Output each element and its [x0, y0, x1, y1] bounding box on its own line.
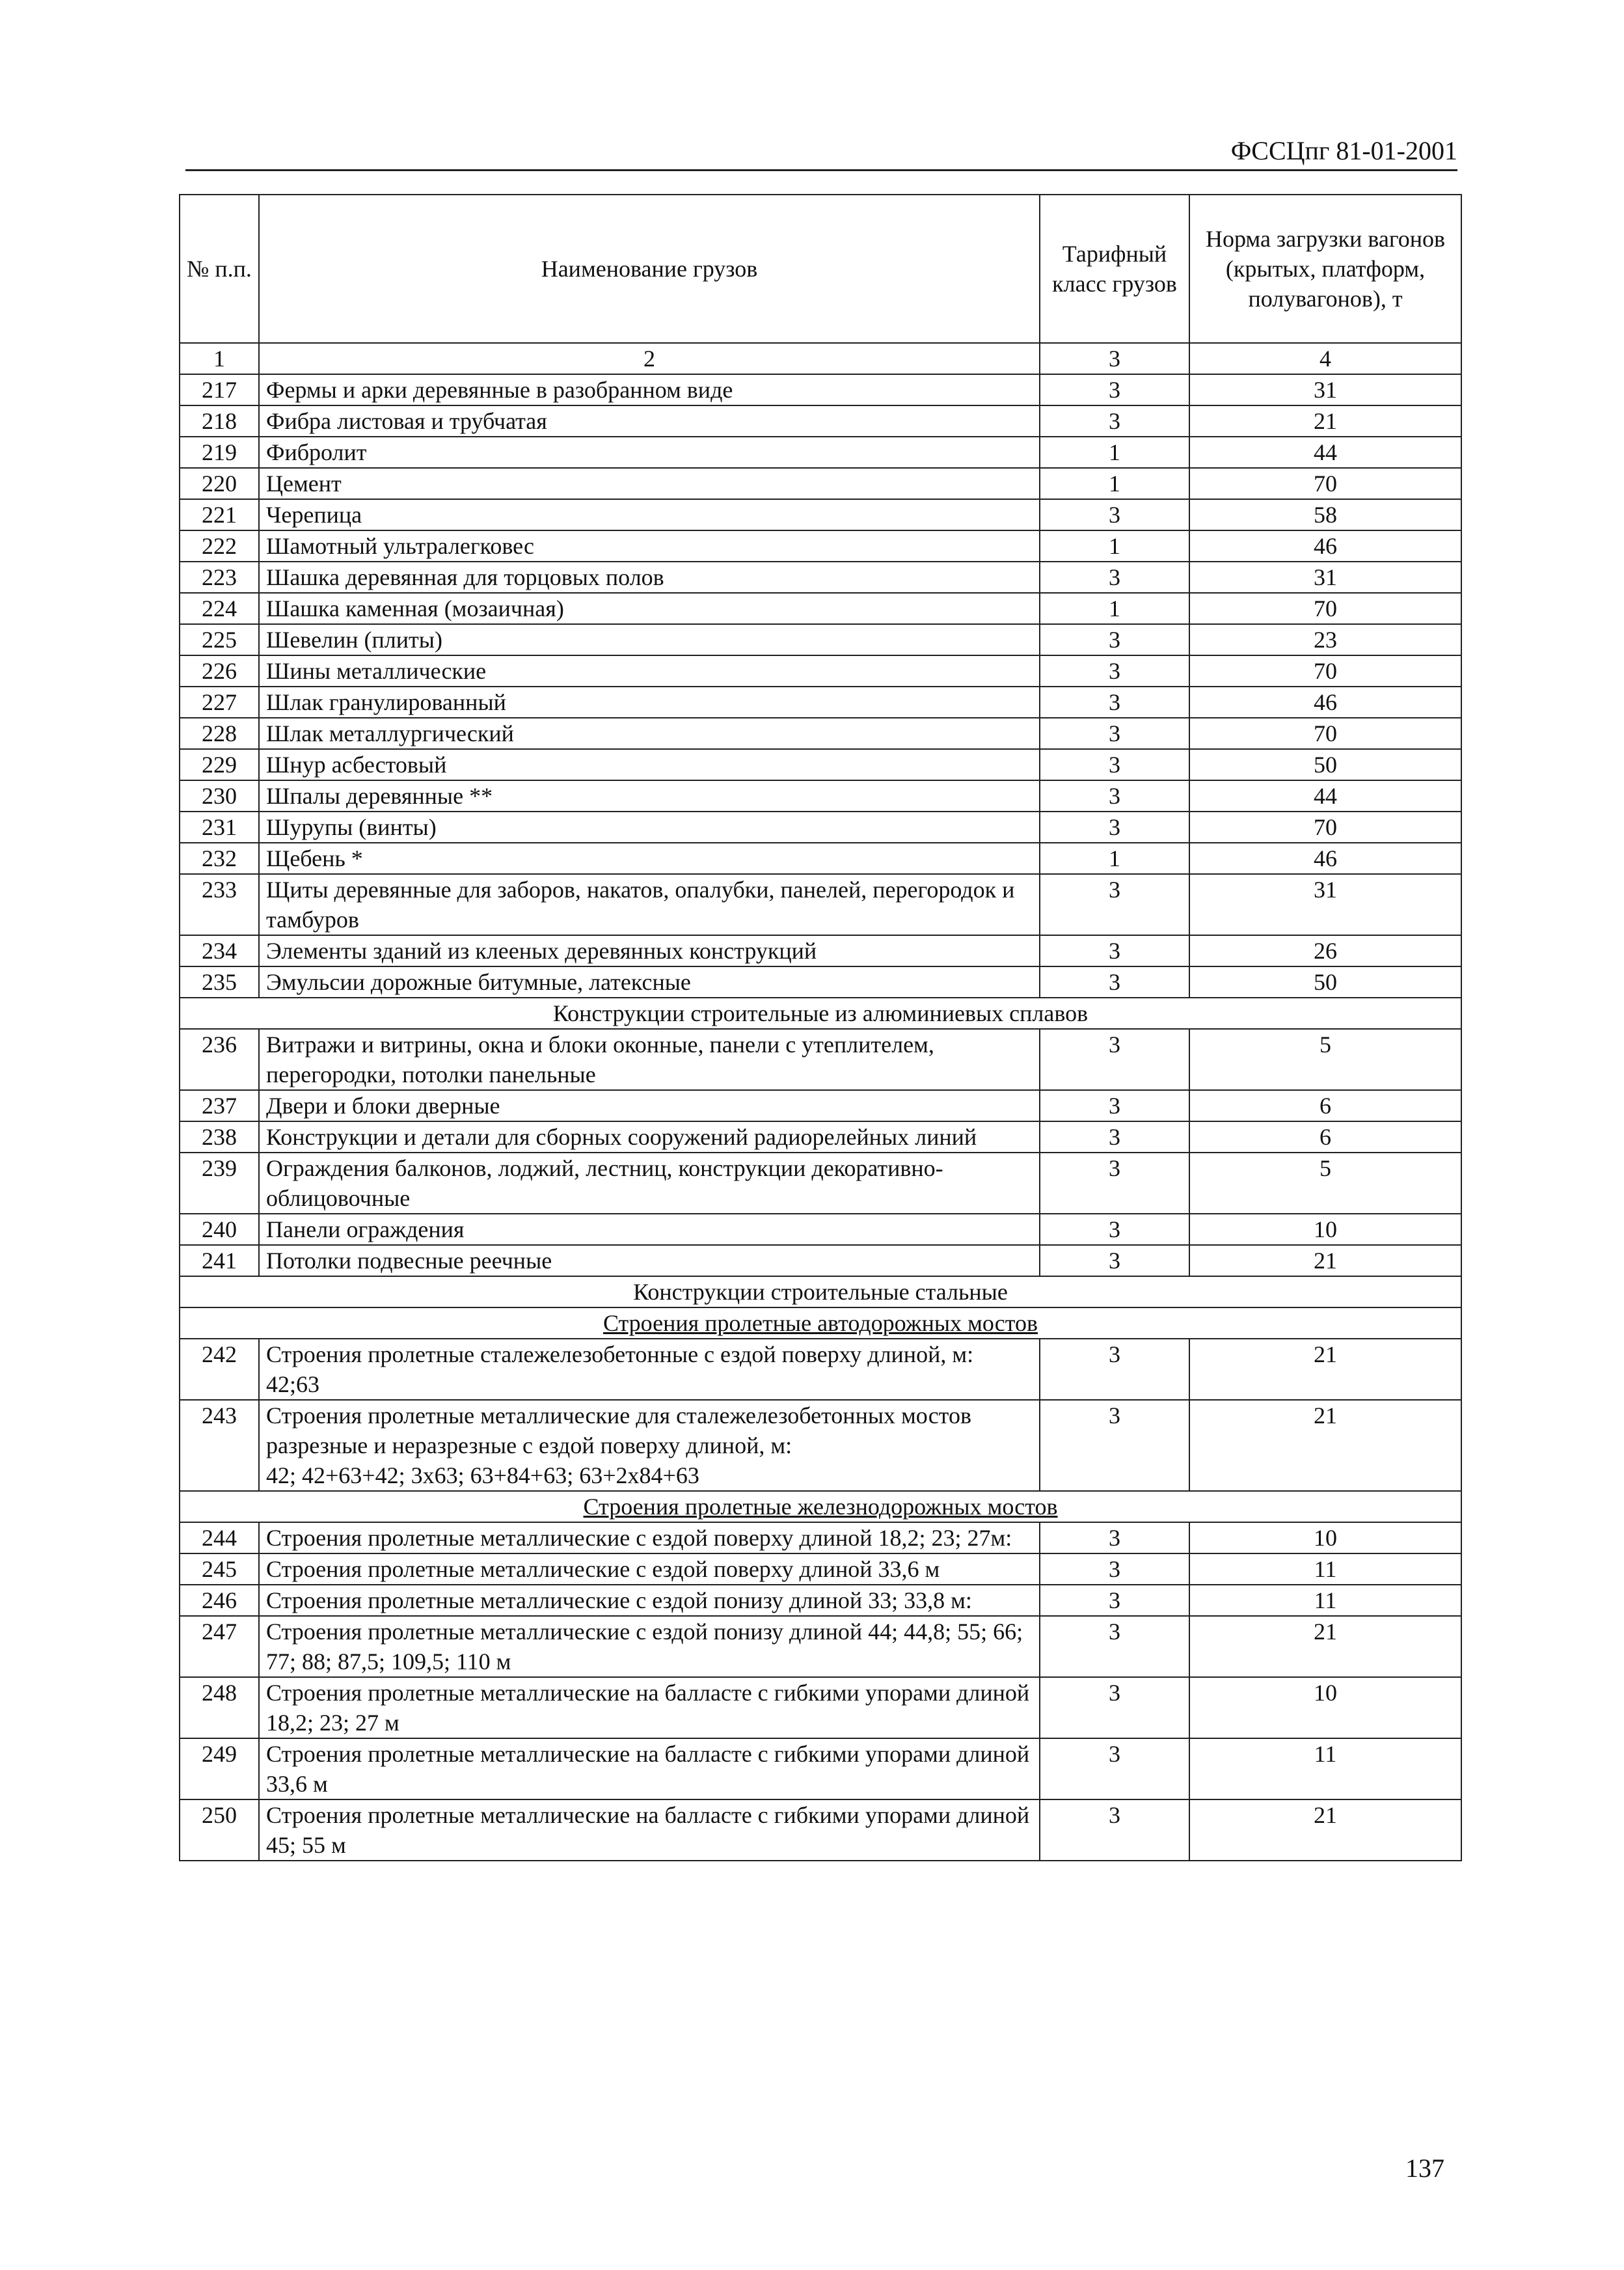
- cargo-name: Шлак металлургический: [259, 718, 1040, 749]
- load-norm: 21: [1189, 1339, 1461, 1400]
- row-number: 232: [180, 843, 259, 874]
- cargo-name: Шлак гранулированный: [259, 687, 1040, 718]
- cargo-name: Строения пролетные металлические на балласте с гибкими упорами длиной 45; 55 м: [259, 1799, 1040, 1861]
- row-number: 231: [180, 812, 259, 843]
- table-row: [180, 812, 1461, 843]
- tariff-class: 3: [1040, 1339, 1189, 1400]
- table-row: [180, 1553, 1461, 1585]
- row-number: 229: [180, 749, 259, 780]
- load-norm: 44: [1189, 780, 1461, 812]
- load-norm: 44: [1189, 437, 1461, 468]
- tariff-class: 3: [1040, 655, 1189, 687]
- cargo-name: Панели ограждения: [259, 1214, 1040, 1245]
- row-number: 245: [180, 1553, 259, 1585]
- load-norm: 11: [1189, 1585, 1461, 1616]
- row-number: 238: [180, 1121, 259, 1153]
- table-row: [180, 687, 1461, 718]
- load-norm: 70: [1189, 812, 1461, 843]
- row-number: 226: [180, 655, 259, 687]
- table-row: [180, 437, 1461, 468]
- cargo-name: Строения пролетные металлические с ездой поверху длиной 18,2; 23; 27м:: [259, 1522, 1040, 1553]
- load-norm: 21: [1189, 405, 1461, 437]
- row-number: 219: [180, 437, 259, 468]
- cargo-name: Шнур асбестовый: [259, 749, 1040, 780]
- cargo-name-line: Строения пролетные сталежелезобетонные с ездой поверху длиной, м:: [266, 1341, 974, 1367]
- cargo-name-line: Строения пролетные металлические для сталежелезобетонных мостов разрезные и неразрезные с ездой поверху длиной, м:: [266, 1402, 971, 1458]
- table-row: [180, 530, 1461, 562]
- load-norm: 46: [1189, 687, 1461, 718]
- load-norm: 21: [1189, 1400, 1461, 1491]
- cargo-name: Эмульсии дорожные битумные, латексные: [259, 966, 1040, 998]
- tariff-class: 3: [1040, 499, 1189, 530]
- cargo-name: Шурупы (винты): [259, 812, 1040, 843]
- row-number: 239: [180, 1153, 259, 1214]
- column-header-name: Наименование грузов: [259, 195, 1040, 343]
- subsection-title: Строения пролетные автодорожных мостов: [180, 1307, 1461, 1339]
- cargo-name: Двери и блоки дверные: [259, 1090, 1040, 1121]
- table-row: [180, 874, 1461, 935]
- cargo-name: Шпалы деревянные **: [259, 780, 1040, 812]
- tariff-class: 1: [1040, 437, 1189, 468]
- tariff-class: 3: [1040, 1616, 1189, 1677]
- table-row: [180, 1121, 1461, 1153]
- tariff-class: 3: [1040, 812, 1189, 843]
- section-title: Конструкции строительные из алюминиевых сплавов: [180, 998, 1461, 1029]
- load-norm: 10: [1189, 1677, 1461, 1738]
- column-index: 3: [1040, 343, 1189, 374]
- tariff-class: 3: [1040, 405, 1189, 437]
- load-norm: 26: [1189, 935, 1461, 966]
- tariff-class: 3: [1040, 687, 1189, 718]
- tariff-class: 3: [1040, 1585, 1189, 1616]
- table-row: [180, 1029, 1461, 1090]
- cargo-name: [259, 1400, 1040, 1491]
- column-index: 1: [180, 343, 259, 374]
- cargo-name: Черепица: [259, 499, 1040, 530]
- group-aluminum: [180, 1029, 1461, 1276]
- load-norm: 31: [1189, 874, 1461, 935]
- cargo-name-line: 42;63: [266, 1371, 320, 1397]
- row-number: 230: [180, 780, 259, 812]
- load-norm: 10: [1189, 1522, 1461, 1553]
- tariff-class: 3: [1040, 718, 1189, 749]
- load-norm: 23: [1189, 624, 1461, 655]
- cargo-name: Щиты деревянные для заборов, накатов, опалубки, панелей, перегородок и тамбуров: [259, 874, 1040, 935]
- row-number: 223: [180, 562, 259, 593]
- table-row: [180, 1339, 1461, 1400]
- row-number: 217: [180, 374, 259, 405]
- cargo-name: Шашка деревянная для торцовых полов: [259, 562, 1040, 593]
- column-index: 2: [259, 343, 1040, 374]
- table-row: [180, 593, 1461, 624]
- cargo-name: Фибролит: [259, 437, 1040, 468]
- row-number: 248: [180, 1677, 259, 1738]
- table-row: [180, 1585, 1461, 1616]
- tariff-class: 3: [1040, 1677, 1189, 1738]
- row-number: 250: [180, 1799, 259, 1861]
- tariff-class: 3: [1040, 1553, 1189, 1585]
- table-row: [180, 1738, 1461, 1799]
- group-general: [180, 374, 1461, 998]
- tariff-class: 3: [1040, 966, 1189, 998]
- column-header-class: Тарифный класс грузов: [1040, 195, 1189, 343]
- group-rail-bridges: [180, 1522, 1461, 1861]
- cargo-name: Шашка каменная (мозаичная): [259, 593, 1040, 624]
- tariff-class: 3: [1040, 1522, 1189, 1553]
- cargo-table: [179, 194, 1462, 1861]
- tariff-class: 3: [1040, 780, 1189, 812]
- table-row: [180, 1245, 1461, 1276]
- load-norm: 5: [1189, 1029, 1461, 1090]
- table-row: [180, 1677, 1461, 1738]
- cargo-name: Строения пролетные металлические с ездой понизу длиной 33; 33,8 м:: [259, 1585, 1040, 1616]
- column-header-load: Норма загрузки вагонов (крытых, платформ, полувагонов), т: [1189, 195, 1461, 343]
- tariff-class: 1: [1040, 843, 1189, 874]
- header-rule: [185, 169, 1457, 171]
- row-number: 235: [180, 966, 259, 998]
- row-number: 237: [180, 1090, 259, 1121]
- row-number: 228: [180, 718, 259, 749]
- document-code: ФССЦпг 81-01-2001: [1230, 136, 1457, 165]
- row-number: 222: [180, 530, 259, 562]
- load-norm: 21: [1189, 1616, 1461, 1677]
- cargo-name: Строения пролетные металлические на балласте с гибкими упорами длиной 18,2; 23; 27 м: [259, 1677, 1040, 1738]
- tariff-class: 3: [1040, 1214, 1189, 1245]
- load-norm: 70: [1189, 655, 1461, 687]
- load-norm: 21: [1189, 1245, 1461, 1276]
- cargo-name: Щебень *: [259, 843, 1040, 874]
- page-number: 137: [1405, 2154, 1444, 2183]
- load-norm: 50: [1189, 749, 1461, 780]
- load-norm: 70: [1189, 468, 1461, 499]
- row-number: 234: [180, 935, 259, 966]
- table-row: [180, 749, 1461, 780]
- section-aluminum: [180, 998, 1461, 1029]
- load-norm: 31: [1189, 562, 1461, 593]
- cargo-name: Витражи и витрины, окна и блоки оконные, панели с утеплителем, перегородки, потолки панельные: [259, 1029, 1040, 1090]
- tariff-class: 3: [1040, 935, 1189, 966]
- cargo-name: Элементы зданий из клееных деревянных конструкций: [259, 935, 1040, 966]
- load-norm: 11: [1189, 1738, 1461, 1799]
- tariff-class: 3: [1040, 874, 1189, 935]
- table-row: [180, 624, 1461, 655]
- table-row: [180, 655, 1461, 687]
- cargo-name: Цемент: [259, 468, 1040, 499]
- tariff-class: 1: [1040, 530, 1189, 562]
- load-norm: 11: [1189, 1553, 1461, 1585]
- column-index: 4: [1189, 343, 1461, 374]
- cargo-name: Строения пролетные металлические с ездой понизу длиной 44; 44,8; 55; 66; 77; 88; 87,5; 109,5; 110 м: [259, 1616, 1040, 1677]
- load-norm: 70: [1189, 718, 1461, 749]
- subsection-title: Строения пролетные железнодорожных мостов: [180, 1491, 1461, 1522]
- row-number: 244: [180, 1522, 259, 1553]
- cargo-name: Фибра листовая и трубчатая: [259, 405, 1040, 437]
- load-norm: 5: [1189, 1153, 1461, 1214]
- load-norm: 31: [1189, 374, 1461, 405]
- table-row: [180, 718, 1461, 749]
- tariff-class: 3: [1040, 1090, 1189, 1121]
- section-title: Конструкции строительные стальные: [180, 1276, 1461, 1307]
- load-norm: 46: [1189, 530, 1461, 562]
- row-number: 240: [180, 1214, 259, 1245]
- load-norm: 6: [1189, 1121, 1461, 1153]
- load-norm: 46: [1189, 843, 1461, 874]
- cargo-name: Фермы и арки деревянные в разобранном виде: [259, 374, 1040, 405]
- group-road-bridges: [180, 1339, 1461, 1491]
- table-row: [180, 1522, 1461, 1553]
- cargo-name: Потолки подвесные реечные: [259, 1245, 1040, 1276]
- load-norm: 58: [1189, 499, 1461, 530]
- subsection-rail: [180, 1491, 1461, 1522]
- row-number: 236: [180, 1029, 259, 1090]
- tariff-class: 3: [1040, 1153, 1189, 1214]
- table-row: [180, 1400, 1461, 1491]
- table-row: [180, 1214, 1461, 1245]
- row-number: 225: [180, 624, 259, 655]
- table-header-row: [180, 195, 1461, 343]
- tariff-class: 3: [1040, 1738, 1189, 1799]
- tariff-class: 3: [1040, 1029, 1189, 1090]
- column-index-row: [180, 343, 1461, 374]
- table-row: [180, 966, 1461, 998]
- section-steel: [180, 1276, 1461, 1339]
- table-row: [180, 843, 1461, 874]
- cargo-name: Строения пролетные металлические на балласте с гибкими упорами длиной 33,6 м: [259, 1738, 1040, 1799]
- table-row: [180, 562, 1461, 593]
- row-number: 220: [180, 468, 259, 499]
- tariff-class: 3: [1040, 1121, 1189, 1153]
- cargo-name: Строения пролетные металлические с ездой поверху длиной 33,6 м: [259, 1553, 1040, 1585]
- tariff-class: 3: [1040, 1400, 1189, 1491]
- row-number: 233: [180, 874, 259, 935]
- row-number: 246: [180, 1585, 259, 1616]
- table-row: [180, 935, 1461, 966]
- row-number: 249: [180, 1738, 259, 1799]
- column-header-num: № п.п.: [180, 195, 259, 343]
- row-number: 227: [180, 687, 259, 718]
- load-norm: 70: [1189, 593, 1461, 624]
- cargo-name: Шевелин (плиты): [259, 624, 1040, 655]
- table-row: [180, 499, 1461, 530]
- tariff-class: 1: [1040, 593, 1189, 624]
- row-number: 242: [180, 1339, 259, 1400]
- tariff-class: 3: [1040, 374, 1189, 405]
- load-norm: 50: [1189, 966, 1461, 998]
- load-norm: 6: [1189, 1090, 1461, 1121]
- row-number: 243: [180, 1400, 259, 1491]
- table-row: [180, 405, 1461, 437]
- tariff-class: 3: [1040, 1245, 1189, 1276]
- load-norm: 10: [1189, 1214, 1461, 1245]
- cargo-name: Шины металлические: [259, 655, 1040, 687]
- table-row: [180, 374, 1461, 405]
- table-row: [180, 780, 1461, 812]
- tariff-class: 3: [1040, 624, 1189, 655]
- tariff-class: 1: [1040, 468, 1189, 499]
- cargo-name: Шамотный ультралегковес: [259, 530, 1040, 562]
- tariff-class: 3: [1040, 1799, 1189, 1861]
- table-row: [180, 1616, 1461, 1677]
- tariff-class: 3: [1040, 562, 1189, 593]
- row-number: 241: [180, 1245, 259, 1276]
- cargo-name-line: 42; 42+63+42; 3х63; 63+84+63; 63+2х84+63: [266, 1462, 699, 1488]
- cargo-name: Конструкции и детали для сборных сооружений радиорелейных линий: [259, 1121, 1040, 1153]
- table-row: [180, 1799, 1461, 1861]
- tariff-class: 3: [1040, 749, 1189, 780]
- row-number: 221: [180, 499, 259, 530]
- table-row: [180, 468, 1461, 499]
- table-row: [180, 1090, 1461, 1121]
- load-norm: 21: [1189, 1799, 1461, 1861]
- cargo-name: Ограждения балконов, лоджий, лестниц, конструкции декоративно-облицовочные: [259, 1153, 1040, 1214]
- table-row: [180, 1153, 1461, 1214]
- row-number: 218: [180, 405, 259, 437]
- row-number: 247: [180, 1616, 259, 1677]
- row-number: 224: [180, 593, 259, 624]
- cargo-name: [259, 1339, 1040, 1400]
